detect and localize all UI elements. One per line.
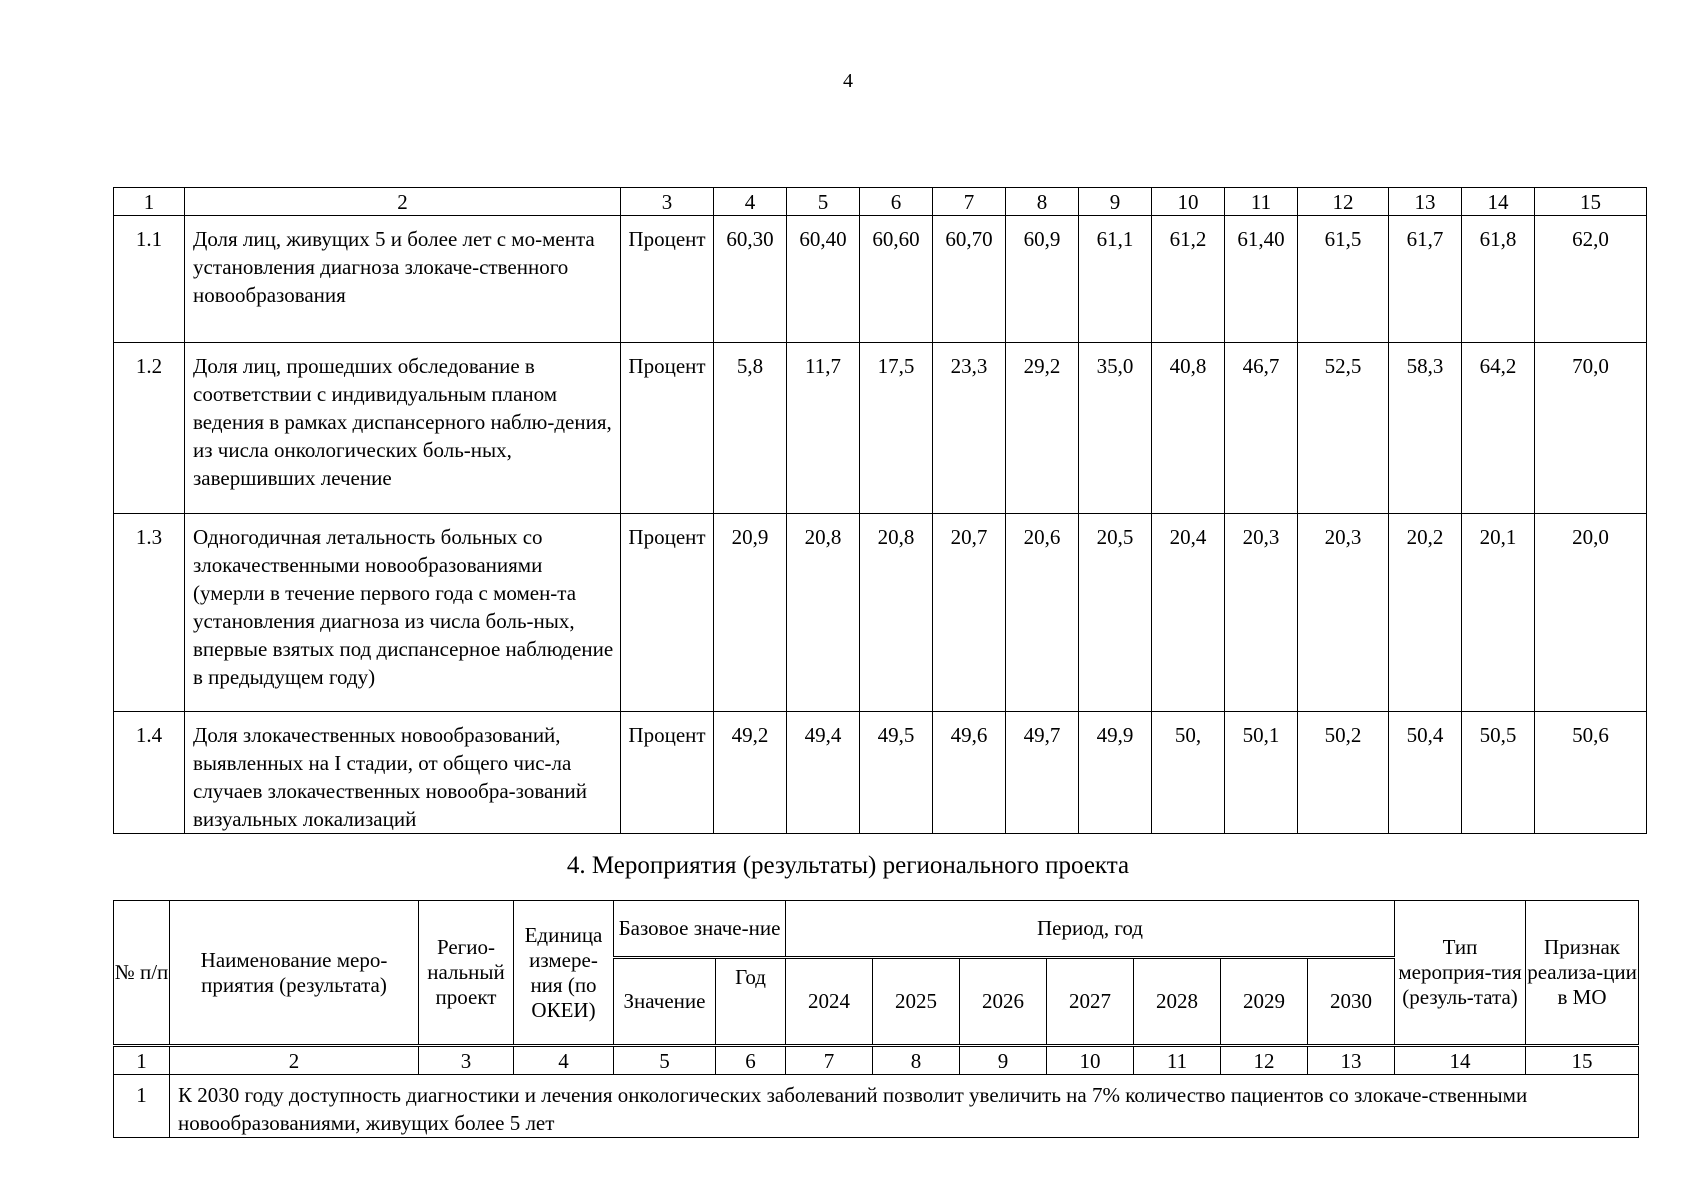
indicator-row [114, 216, 1647, 343]
header-year: 2025 [873, 958, 960, 1046]
indicator-row [114, 514, 1647, 712]
indicator-value: 20,2 [1389, 514, 1462, 712]
indicator-value: 58,3 [1389, 343, 1462, 514]
indicator-value: 23,3 [933, 343, 1006, 514]
indicator-value: 62,0 [1535, 216, 1647, 343]
column-number: 13 [1389, 188, 1462, 216]
indicator-value: 5,8 [714, 343, 787, 514]
header-num: № п/п [114, 901, 170, 1046]
indicator-unit: Процент [621, 514, 714, 712]
indicator-unit: Процент [621, 216, 714, 343]
indicator-value: 52,5 [1298, 343, 1389, 514]
column-number: 6 [860, 188, 933, 216]
column-number: 14 [1462, 188, 1535, 216]
column-number: 12 [1221, 1046, 1308, 1075]
header-year: 2027 [1047, 958, 1134, 1046]
indicator-value: 50,1 [1225, 712, 1298, 834]
activities-column-numbers-row [114, 1046, 1639, 1075]
indicator-value: 64,2 [1462, 343, 1535, 514]
indicator-value: 50,5 [1462, 712, 1535, 834]
task-text: К 2030 году доступность диагностики и лечения онкологических заболеваний позволит увеличить на 7% количество пациентов со злокаче-ственными новообразованиями, живущих более 5 лет [170, 1075, 1639, 1138]
column-number: 5 [787, 188, 860, 216]
page-number: 4 [843, 70, 853, 92]
indicator-value: 60,60 [860, 216, 933, 343]
indicator-value: 20,8 [787, 514, 860, 712]
header-year: 2026 [960, 958, 1047, 1046]
header-base-value: Базовое значе-ние [614, 901, 786, 958]
indicator-unit: Процент [621, 343, 714, 514]
indicator-value: 20,4 [1152, 514, 1225, 712]
column-number: 8 [873, 1046, 960, 1075]
header-year: 2030 [1308, 958, 1395, 1046]
indicator-value: 40,8 [1152, 343, 1225, 514]
header-period: Период, год [786, 901, 1395, 958]
column-number: 13 [1308, 1046, 1395, 1075]
indicator-row [114, 712, 1647, 834]
column-number: 14 [1395, 1046, 1526, 1075]
indicator-unit: Процент [621, 712, 714, 834]
column-number: 2 [185, 188, 621, 216]
indicator-id: 1.1 [114, 216, 185, 343]
column-number: 10 [1152, 188, 1225, 216]
indicator-value: 35,0 [1079, 343, 1152, 514]
task-row [114, 1075, 1639, 1138]
indicator-name: Доля лиц, живущих 5 и более лет с мо-мента установления диагноза злокаче-ственного новообразования [185, 216, 621, 343]
indicator-value: 20,1 [1462, 514, 1535, 712]
column-number: 1 [114, 1046, 170, 1075]
column-number: 7 [786, 1046, 873, 1075]
indicator-value: 17,5 [860, 343, 933, 514]
indicator-id: 1.2 [114, 343, 185, 514]
column-number: 7 [933, 188, 1006, 216]
indicator-name: Доля злокачественных новообразований, выявленных на I стадии, от общего чис-ла случаев злокачественных новообра-зований визуальных локализаций [185, 712, 621, 834]
indicator-value: 20,3 [1225, 514, 1298, 712]
indicator-value: 20,6 [1006, 514, 1079, 712]
column-number: 8 [1006, 188, 1079, 216]
header-year: 2028 [1134, 958, 1221, 1046]
activities-header-row-1 [114, 901, 1639, 958]
header-base-value-year: Год [716, 958, 786, 1046]
indicator-value: 50, [1152, 712, 1225, 834]
indicator-value: 20,0 [1535, 514, 1647, 712]
indicator-value: 49,6 [933, 712, 1006, 834]
indicator-value: 49,4 [787, 712, 860, 834]
header-base-value-value: Значение [614, 958, 716, 1046]
indicator-value: 20,3 [1298, 514, 1389, 712]
column-number: 9 [960, 1046, 1047, 1075]
indicator-value: 60,9 [1006, 216, 1079, 343]
indicators-column-numbers-row [114, 188, 1647, 216]
indicator-value: 60,70 [933, 216, 1006, 343]
header-year: 2029 [1221, 958, 1308, 1046]
column-number: 6 [716, 1046, 786, 1075]
column-number: 3 [419, 1046, 514, 1075]
column-number: 1 [114, 188, 185, 216]
task-num: 1 [114, 1075, 170, 1138]
indicator-id: 1.3 [114, 514, 185, 712]
indicator-value: 61,40 [1225, 216, 1298, 343]
header-activity-type: Тип мероприя-тия (резуль-тата) [1395, 901, 1526, 1046]
indicator-name: Доля лиц, прошедших обследование в соответствии с индивидуальным планом ведения в рамках диспансерного наблю-дения, из числа онкологических боль-ных, завершивших лечение [185, 343, 621, 514]
indicator-value: 50,4 [1389, 712, 1462, 834]
indicator-value: 70,0 [1535, 343, 1647, 514]
indicator-value: 61,2 [1152, 216, 1225, 343]
indicators-table [113, 187, 1647, 834]
indicator-value: 50,2 [1298, 712, 1389, 834]
indicator-value: 11,7 [787, 343, 860, 514]
header-regional-project: Регио-нальный проект [419, 901, 514, 1046]
indicator-value: 46,7 [1225, 343, 1298, 514]
indicator-value: 61,5 [1298, 216, 1389, 343]
column-number: 15 [1535, 188, 1647, 216]
indicator-value: 61,8 [1462, 216, 1535, 343]
column-number: 11 [1225, 188, 1298, 216]
indicator-value: 20,8 [860, 514, 933, 712]
activities-table [113, 900, 1639, 1138]
column-number: 2 [170, 1046, 419, 1075]
indicator-value: 49,9 [1079, 712, 1152, 834]
indicator-row [114, 343, 1647, 514]
column-number: 3 [621, 188, 714, 216]
indicator-value: 49,5 [860, 712, 933, 834]
column-number: 11 [1134, 1046, 1221, 1075]
indicator-value: 20,7 [933, 514, 1006, 712]
indicator-value: 20,5 [1079, 514, 1152, 712]
column-number: 10 [1047, 1046, 1134, 1075]
indicator-name: Одногодичная летальность больных со злокачественными новообразованиями (умерли в течение первого года с момен-та установления диагноза из числа боль-ных, впервые взятых под диспансерное наблюдение в предыдущем году) [185, 514, 621, 712]
header-year: 2024 [786, 958, 873, 1046]
column-number: 4 [514, 1046, 614, 1075]
column-number: 15 [1526, 1046, 1639, 1075]
header-activity-name: Наименование меро-приятия (результата) [170, 901, 419, 1046]
column-number: 4 [714, 188, 787, 216]
column-number: 5 [614, 1046, 716, 1075]
indicator-value: 60,30 [714, 216, 787, 343]
indicator-value: 61,1 [1079, 216, 1152, 343]
column-number: 9 [1079, 188, 1152, 216]
column-number: 12 [1298, 188, 1389, 216]
indicator-value: 49,2 [714, 712, 787, 834]
section-title: 4. Мероприятия (результаты) регионального проекта [566, 852, 1130, 879]
indicator-value: 49,7 [1006, 712, 1079, 834]
indicator-id: 1.4 [114, 712, 185, 834]
indicator-value: 20,9 [714, 514, 787, 712]
header-unit: Единица измере-ния (по ОКЕИ) [514, 901, 614, 1046]
indicator-value: 60,40 [787, 216, 860, 343]
indicator-value: 29,2 [1006, 343, 1079, 514]
header-mo-sign: Признак реализа-ции в МО [1526, 901, 1639, 1046]
indicator-value: 61,7 [1389, 216, 1462, 343]
indicator-value: 50,6 [1535, 712, 1647, 834]
